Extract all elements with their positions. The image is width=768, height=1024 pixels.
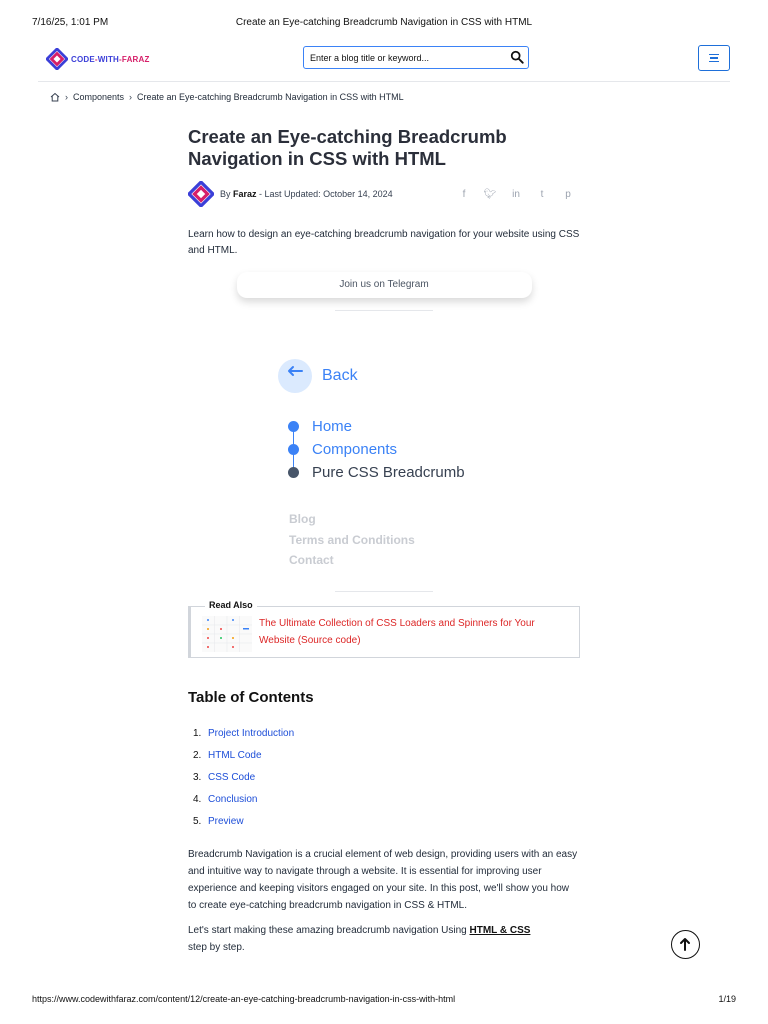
demo-crumb-label: Pure CSS Breadcrumb: [312, 464, 465, 481]
logo-icon: [46, 48, 68, 70]
author-avatar[interactable]: [188, 181, 214, 207]
article-title: Create an Eye-catching Breadcrumb Navigation in CSS with HTML: [188, 126, 507, 169]
hamburger-icon-line: [709, 61, 719, 63]
arrow-up-icon: [672, 931, 698, 957]
breadcrumb-item-components[interactable]: Components: [73, 92, 125, 102]
demo-crumb: [288, 438, 465, 461]
twitter-icon[interactable]: 🐦︎: [483, 189, 497, 200]
telegram-button[interactable]: Join us on Telegram: [237, 272, 532, 298]
read-also-thumbnail[interactable]: [202, 616, 252, 652]
toc-link[interactable]: Conclusion: [208, 794, 258, 805]
search-input[interactable]: [304, 47, 494, 68]
toc-title: Table of Contents: [188, 689, 314, 706]
toc-link[interactable]: Preview: [208, 816, 244, 827]
hamburger-icon-line: [709, 54, 719, 56]
demo-dot: [288, 421, 299, 432]
linkedin-icon[interactable]: in: [512, 189, 520, 200]
demo-dot: [288, 444, 299, 455]
search-box: [303, 46, 529, 69]
tumblr-icon[interactable]: t: [540, 189, 544, 200]
demo-extra-links: [289, 509, 415, 571]
demo-back-label: Back: [322, 367, 358, 384]
demo-preview-image: [188, 311, 580, 591]
demo-crumb: [288, 415, 465, 438]
demo-extra-link: Contact: [289, 553, 334, 567]
demo-dot: [288, 467, 299, 478]
byline: By Faraz - Last Updated: October 14, 2024: [220, 189, 393, 199]
toc-link[interactable]: CSS Code: [208, 772, 256, 783]
demo-crumbs: [288, 415, 465, 484]
print-header: [32, 17, 736, 31]
print-page-number: 1/19: [718, 994, 736, 1004]
html-css-link[interactable]: HTML & CSS: [469, 925, 531, 936]
breadcrumb-separator-icon: ›: [129, 92, 133, 102]
body-paragraph: Breadcrumb Navigation is a crucial element of web design, providing users with an easy and intuitive way to navigate through a website. It is essential for improving user experience and keeping visitors engaged on your site. In this post, we'll show you how to create eye-catching breadcrumb navigation in CSS & HTML.: [188, 849, 578, 911]
print-url: https://www.codewithfaraz.com/content/12/create-an-eye-catching-breadcrumb-navigation-in-css-with-html: [32, 994, 456, 1004]
article: [188, 126, 580, 956]
demo-extra-link: Blog: [289, 512, 316, 526]
search-icon[interactable]: [510, 50, 524, 64]
demo-crumb-label: Home: [312, 418, 353, 435]
logo-text: CODE-WITH-FARAZ: [71, 54, 150, 64]
table-of-contents: [188, 723, 580, 833]
menu-button[interactable]: [698, 45, 730, 71]
toc-item: 1. Project Introduction: [188, 723, 580, 745]
scroll-to-top-button[interactable]: [671, 930, 700, 959]
print-title: Create an Eye-catching Breadcrumb Navigation in CSS with HTML: [235, 17, 533, 28]
article-lead: Learn how to design an eye-catching breadcrumb navigation for your website using CSS and HTML.: [188, 229, 580, 256]
home-icon[interactable]: [50, 92, 60, 102]
back-arrow-icon: [278, 359, 312, 393]
facebook-icon[interactable]: f: [462, 189, 466, 200]
site-header: [38, 44, 730, 82]
read-also-box: [188, 600, 580, 658]
pinterest-icon[interactable]: p: [565, 189, 571, 200]
demo-extra-link: Terms and Conditions: [289, 532, 415, 547]
breadcrumb: [50, 92, 404, 102]
hamburger-icon-line: [710, 57, 718, 59]
site-logo[interactable]: [46, 48, 150, 70]
divider: [335, 591, 433, 592]
toc-item: 2. HTML Code: [188, 745, 580, 767]
toc-item: 4. Conclusion: [188, 789, 580, 811]
toc-item: 3. CSS Code: [188, 767, 580, 789]
demo-crumb: [288, 461, 465, 484]
breadcrumb-item-current: Create an Eye-catching Breadcrumb Navigation in CSS with HTML: [137, 92, 404, 102]
toc-link[interactable]: HTML Code: [208, 750, 262, 761]
read-also-label: Read Also: [205, 600, 257, 610]
article-meta: [188, 180, 580, 208]
demo-back: [278, 359, 358, 393]
print-footer: [32, 994, 736, 1006]
print-date: 7/16/25, 1:01 PM: [32, 17, 109, 28]
demo-crumb-label: Components: [312, 441, 398, 458]
body-paragraph: Let's start making these amazing breadcrumb navigation Using HTML & CSS step by step.: [188, 925, 531, 953]
breadcrumb-separator-icon: ›: [65, 92, 68, 102]
toc-link[interactable]: Project Introduction: [208, 728, 295, 739]
author-link[interactable]: Faraz: [233, 189, 257, 199]
share-icons: [457, 188, 575, 202]
read-also-link[interactable]: The Ultimate Collection of CSS Loaders and Spinners for Your Website (Source code): [259, 618, 535, 646]
toc-item: 5. Preview: [188, 811, 580, 833]
